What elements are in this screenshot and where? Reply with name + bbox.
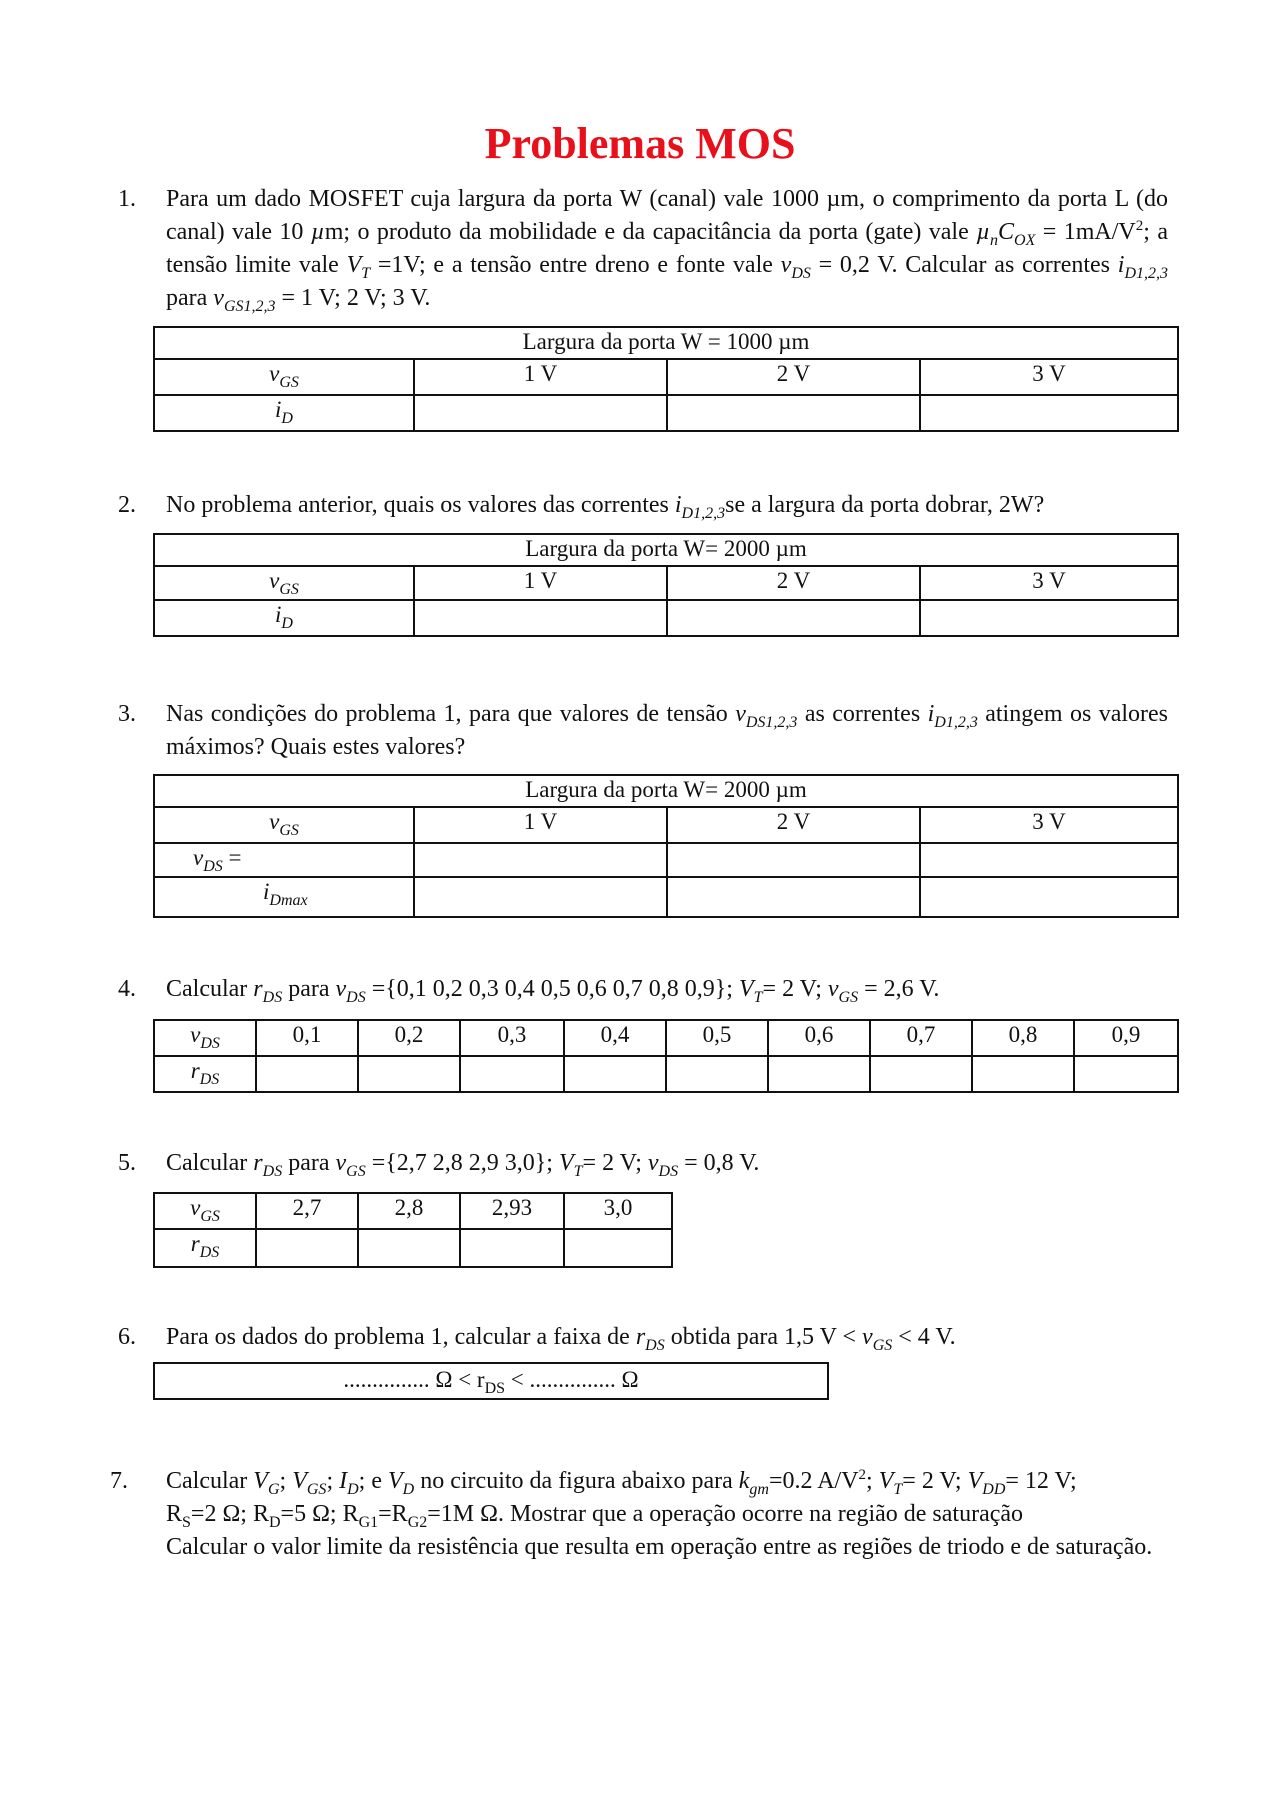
table-cell: 2 V [667, 359, 920, 395]
problem-4 [118, 973, 1168, 1006]
empty-cell [667, 395, 920, 431]
empty-cell [666, 1056, 768, 1092]
row-label-id: $i_D$ [154, 600, 414, 636]
problem-6 [118, 1321, 1168, 1354]
table-cell: 0,1 [256, 1020, 358, 1056]
row-label-vgs: $v_{GS}$ [154, 566, 414, 600]
row-label-vgs: $v_{GS}$ [154, 1193, 256, 1229]
problem-text: Para um dado MOSFET cuja largura da porta W (canal) vale 1000 µm, o comprimento da porta L (do canal) vale 10 µm; o produto da mobilidade e da capacitância da porta (gate) vale $\mu_nC_{OX} = 1mA/V^2$; a tensão limite vale $V_T =1V$; e a tensão entre dreno e fonte vale $v_{DS} = 0,2$ V. Calcular as correntes $i_{D1,2,3}$ para $v_{GS1,2,3} = 1$ V; 2 V; 3 V. [166, 186, 1168, 315]
table-cell: 2,93 [460, 1193, 564, 1229]
table-cell: 1 V [414, 359, 667, 395]
table-cell: 2 V [667, 566, 920, 600]
problem-text: Nas condições do problema 1, para que valores de tensão $v_{DS1,2,3}$ as correntes $i_{D1,2,3}$ atingem os valores máximos? Quais estes valores? [166, 701, 1168, 760]
problem-3-table [153, 774, 1179, 918]
empty-cell [414, 877, 667, 917]
row-label-vds: $v_{DS}$ [154, 1020, 256, 1056]
table-cell: 0,4 [564, 1020, 666, 1056]
table-cell: 0,8 [972, 1020, 1074, 1056]
empty-cell [667, 600, 920, 636]
table-cell: 0,6 [768, 1020, 870, 1056]
problem-number: 6. [118, 1324, 136, 1350]
problem-number: 3. [118, 701, 136, 727]
problem-number: 1. [118, 186, 136, 212]
empty-cell [667, 877, 920, 917]
empty-cell [920, 395, 1178, 431]
problem-2-table [153, 533, 1179, 637]
problem-text: Calcular $V_G$; $V_{GS}$; $I_D$; e $V_D$ no circuito da figura abaixo para $k_{gm}=0.2$ $A/V^2$; $V_T= 2$ V; $V_{DD}= 12$ V; $R_S=2$ Ω; $R_D=5$ Ω; $R_{G1}=R_{G2}=1M$ Ω. Mostrar que a operação ocorre na região de saturação Calcular o valor limite da resistência que resulta em operação entre as regiões de triodo e de saturação. [166, 1467, 1153, 1560]
table-cell: 0,7 [870, 1020, 972, 1056]
table-cell: 3 V [920, 566, 1178, 600]
table-cell: 2,7 [256, 1193, 358, 1229]
problem-number: 4. [118, 976, 136, 1002]
row-label-vgs: $v_{GS}$ [154, 807, 414, 843]
range-answer-box: ............... $\Omega < r_{DS}$ < ............... Ω [153, 1362, 829, 1400]
problem-1-table [153, 326, 1179, 432]
empty-cell [414, 843, 667, 877]
table-header: Largura da porta W= 2000 µm [154, 775, 1178, 807]
empty-cell [667, 843, 920, 877]
problem-text: Calcular $r_{DS}$ para $v_{GS} =\{2,7$ 2,8 2,9 3,0}; $V_T= 2$ V; $v_{DS} = 0,8$ V. [166, 1150, 760, 1180]
problem-text: Calcular $r_{DS}$ para $v_{DS} =\{0,1$ 0,2 0,3 0,4 0,5 0,6 0,7 0,8 0,9}; $V_T= 2$ V; $v_{GS} = 2,6$ V. [166, 976, 940, 1006]
empty-cell [920, 843, 1178, 877]
table-cell: 0,5 [666, 1020, 768, 1056]
empty-cell [414, 600, 667, 636]
empty-cell [460, 1056, 564, 1092]
empty-cell [920, 600, 1178, 636]
empty-cell [358, 1229, 460, 1267]
empty-cell [972, 1056, 1074, 1092]
empty-cell [256, 1056, 358, 1092]
table-cell: 1 V [414, 566, 667, 600]
table-cell: 3 V [920, 359, 1178, 395]
problem-1 [118, 183, 1168, 315]
empty-cell [768, 1056, 870, 1092]
empty-cell [564, 1056, 666, 1092]
row-label-rds: $r_{DS}$ [154, 1056, 256, 1092]
empty-cell [358, 1056, 460, 1092]
problem-number: 5. [118, 1150, 136, 1176]
row-label-idmax: $i_{Dmax}$ [154, 877, 414, 917]
empty-cell [1074, 1056, 1178, 1092]
row-label-id: $i_D$ [154, 395, 414, 431]
empty-cell [920, 877, 1178, 917]
problem-text: Para os dados do problema 1, calcular a faixa de $r_{DS}$ obtida para 1,5 $V < v_{GS} < 4$ V. [166, 1324, 956, 1354]
empty-cell [564, 1229, 672, 1267]
row-label-rds: $r_{DS}$ [154, 1229, 256, 1267]
page-title: Problemas MOS [484, 119, 796, 168]
problem-3 [118, 698, 1168, 764]
table-cell: 3 V [920, 807, 1178, 843]
row-label-vds: $v_{DS}$ = [154, 843, 414, 877]
problem-4-table [153, 1019, 1179, 1093]
table-cell: 0,9 [1074, 1020, 1178, 1056]
problem-number: 2. [118, 492, 136, 518]
table-header: Largura da porta W= 2000 µm [154, 534, 1178, 566]
problem-5-table [153, 1192, 673, 1268]
problem-2 [118, 489, 1168, 522]
row-label-vgs: $v_{GS}$ [154, 359, 414, 395]
table-cell: 1 V [414, 807, 667, 843]
empty-cell [256, 1229, 358, 1267]
table-cell: 3,0 [564, 1193, 672, 1229]
problem-7 [110, 1465, 1168, 1564]
table-header: Largura da porta W = 1000 µm [154, 327, 1178, 359]
table-cell: 0,2 [358, 1020, 460, 1056]
table-cell: 2,8 [358, 1193, 460, 1229]
problem-number: 7. [110, 1468, 128, 1494]
table-cell: 0,3 [460, 1020, 564, 1056]
empty-cell [460, 1229, 564, 1267]
empty-cell [870, 1056, 972, 1092]
table-cell: 2 V [667, 807, 920, 843]
problem-text: No problema anterior, quais os valores das correntes $i_{D1,2,3}se$ a largura da porta dobrar, 2W? [166, 492, 1045, 522]
problem-5 [118, 1147, 1168, 1180]
empty-cell [414, 395, 667, 431]
